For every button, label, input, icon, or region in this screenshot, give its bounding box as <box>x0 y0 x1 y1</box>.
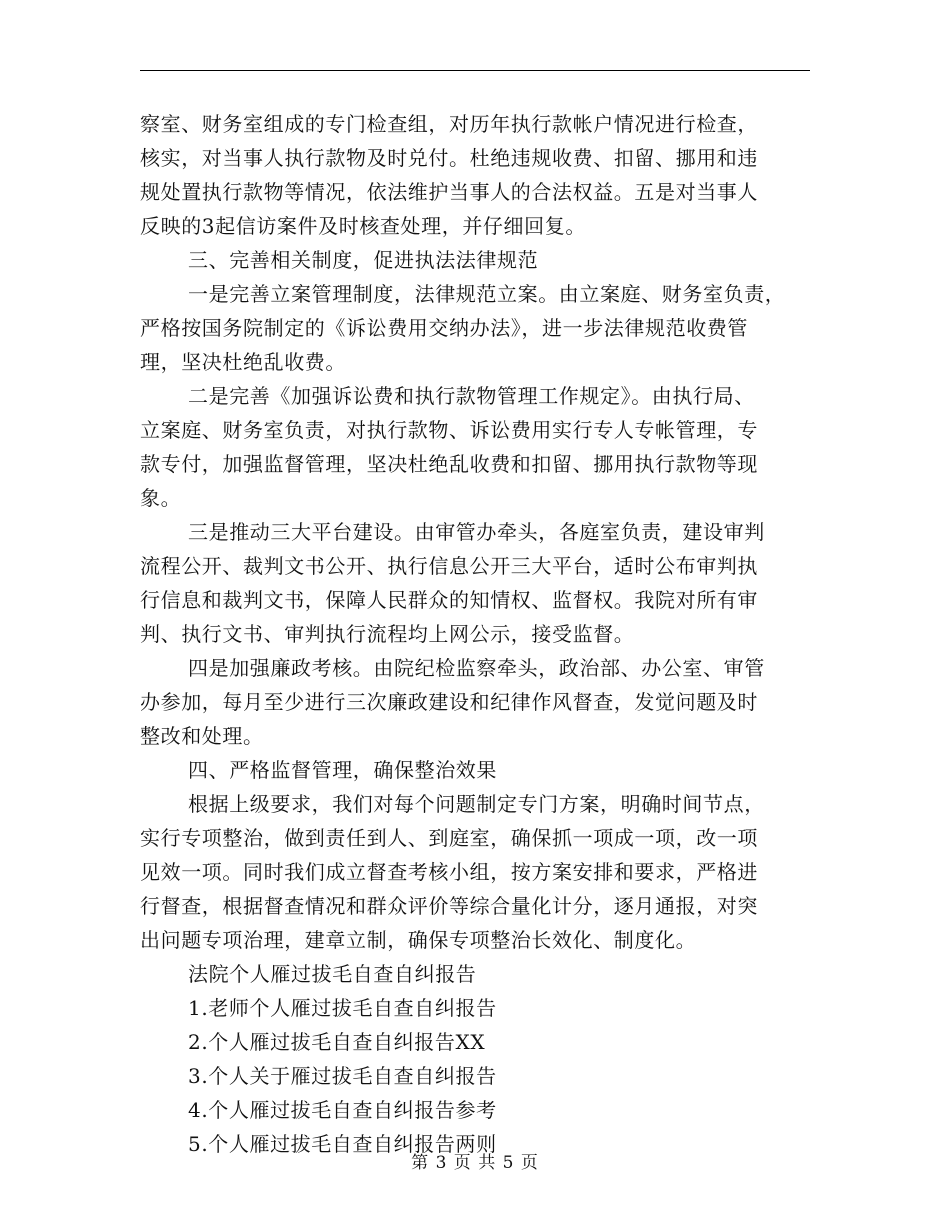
header-rule <box>140 70 810 71</box>
text-line: 反映的3起信访案件及时核查处理，并仔细回复。 <box>140 214 586 238</box>
text-line: 法院个人雁过拔毛自查自纠报告 <box>188 962 477 986</box>
text-line: 四、严格监督管理，确保整治效果 <box>188 758 497 782</box>
page-number: 第 3 页 共 5 页 <box>411 1153 539 1173</box>
text-line: 理，坚决杜绝乱收费。 <box>140 350 346 374</box>
text-line: 办参加，每月至少进行三次廉政建设和纪律作风督查，发觉问题及时 <box>140 690 758 714</box>
text-line: 行督查，根据督查情况和群众评价等综合量化计分，逐月通报，对突 <box>140 894 758 918</box>
text-line: 整改和处理。 <box>140 724 264 748</box>
text-line: 3.个人关于雁过拔毛自查自纠报告 <box>188 1064 497 1088</box>
text-line: 一是完善立案管理制度，法律规范立案。由立案庭、财务室负责， <box>188 282 786 306</box>
text-line: 三、完善相关制度，促进执法法律规范 <box>188 248 539 272</box>
text-line: 象。 <box>140 486 182 510</box>
text-line: 三是推动三大平台建设。由审管办牵头，各庭室负责，建设审判 <box>188 520 765 544</box>
text-line: 流程公开、裁判文书公开、执行信息公开三大平台，适时公布审判执 <box>140 554 758 578</box>
text-line: 四是加强廉政考核。由院纪检监察牵头，政治部、办公室、审管 <box>188 656 765 680</box>
text-line: 1.老师个人雁过拔毛自查自纠报告 <box>188 996 497 1020</box>
text-line: 4.个人雁过拔毛自查自纠报告参考 <box>188 1098 497 1122</box>
text-line: 根据上级要求，我们对每个问题制定专门方案，明确时间节点， <box>188 792 765 816</box>
text-line: 立案庭、财务室负责，对执行款物、诉讼费用实行专人专帐管理，专 <box>140 418 758 442</box>
text-line: 款专付，加强监督管理，坚决杜绝乱收费和扣留、挪用执行款物等现 <box>140 452 758 476</box>
text-line: 出问题专项治理，建章立制，确保专项整治长效化、制度化。 <box>140 928 697 952</box>
text-line: 2.个人雁过拔毛自查自纠报告XX <box>188 1030 486 1054</box>
text-line: 察室、财务室组成的专门检查组，对历年执行款帐户情况进行检查， <box>140 112 758 136</box>
text-line: 判、执行文书、审判执行流程均上网公示，接受监督。 <box>140 622 635 646</box>
text-line: 行信息和裁判文书，保障人民群众的知情权、监督权。我院对所有审 <box>140 588 758 612</box>
text-line: 规处置执行款物等情况，依法维护当事人的合法权益。五是对当事人 <box>140 180 758 204</box>
text-line: 5.个人雁过拔毛自查自纠报告两则 <box>188 1132 497 1156</box>
document-body <box>140 107 820 1161</box>
text-line: 见效一项。同时我们成立督查考核小组，按方案安排和要求，严格进 <box>140 860 758 884</box>
text-line: 核实，对当事人执行款物及时兑付。杜绝违规收费、扣留、挪用和违 <box>140 146 758 170</box>
text-line: 实行专项整治，做到责任到人、到庭室，确保抓一项成一项，改一项 <box>140 826 758 850</box>
text-line: 二是完善《加强诉讼费和执行款物管理工作规定》。由执行局、 <box>188 384 755 408</box>
text-line: 严格按国务院制定的《诉讼费用交纳办法》，进一步法律规范收费管 <box>140 316 748 340</box>
